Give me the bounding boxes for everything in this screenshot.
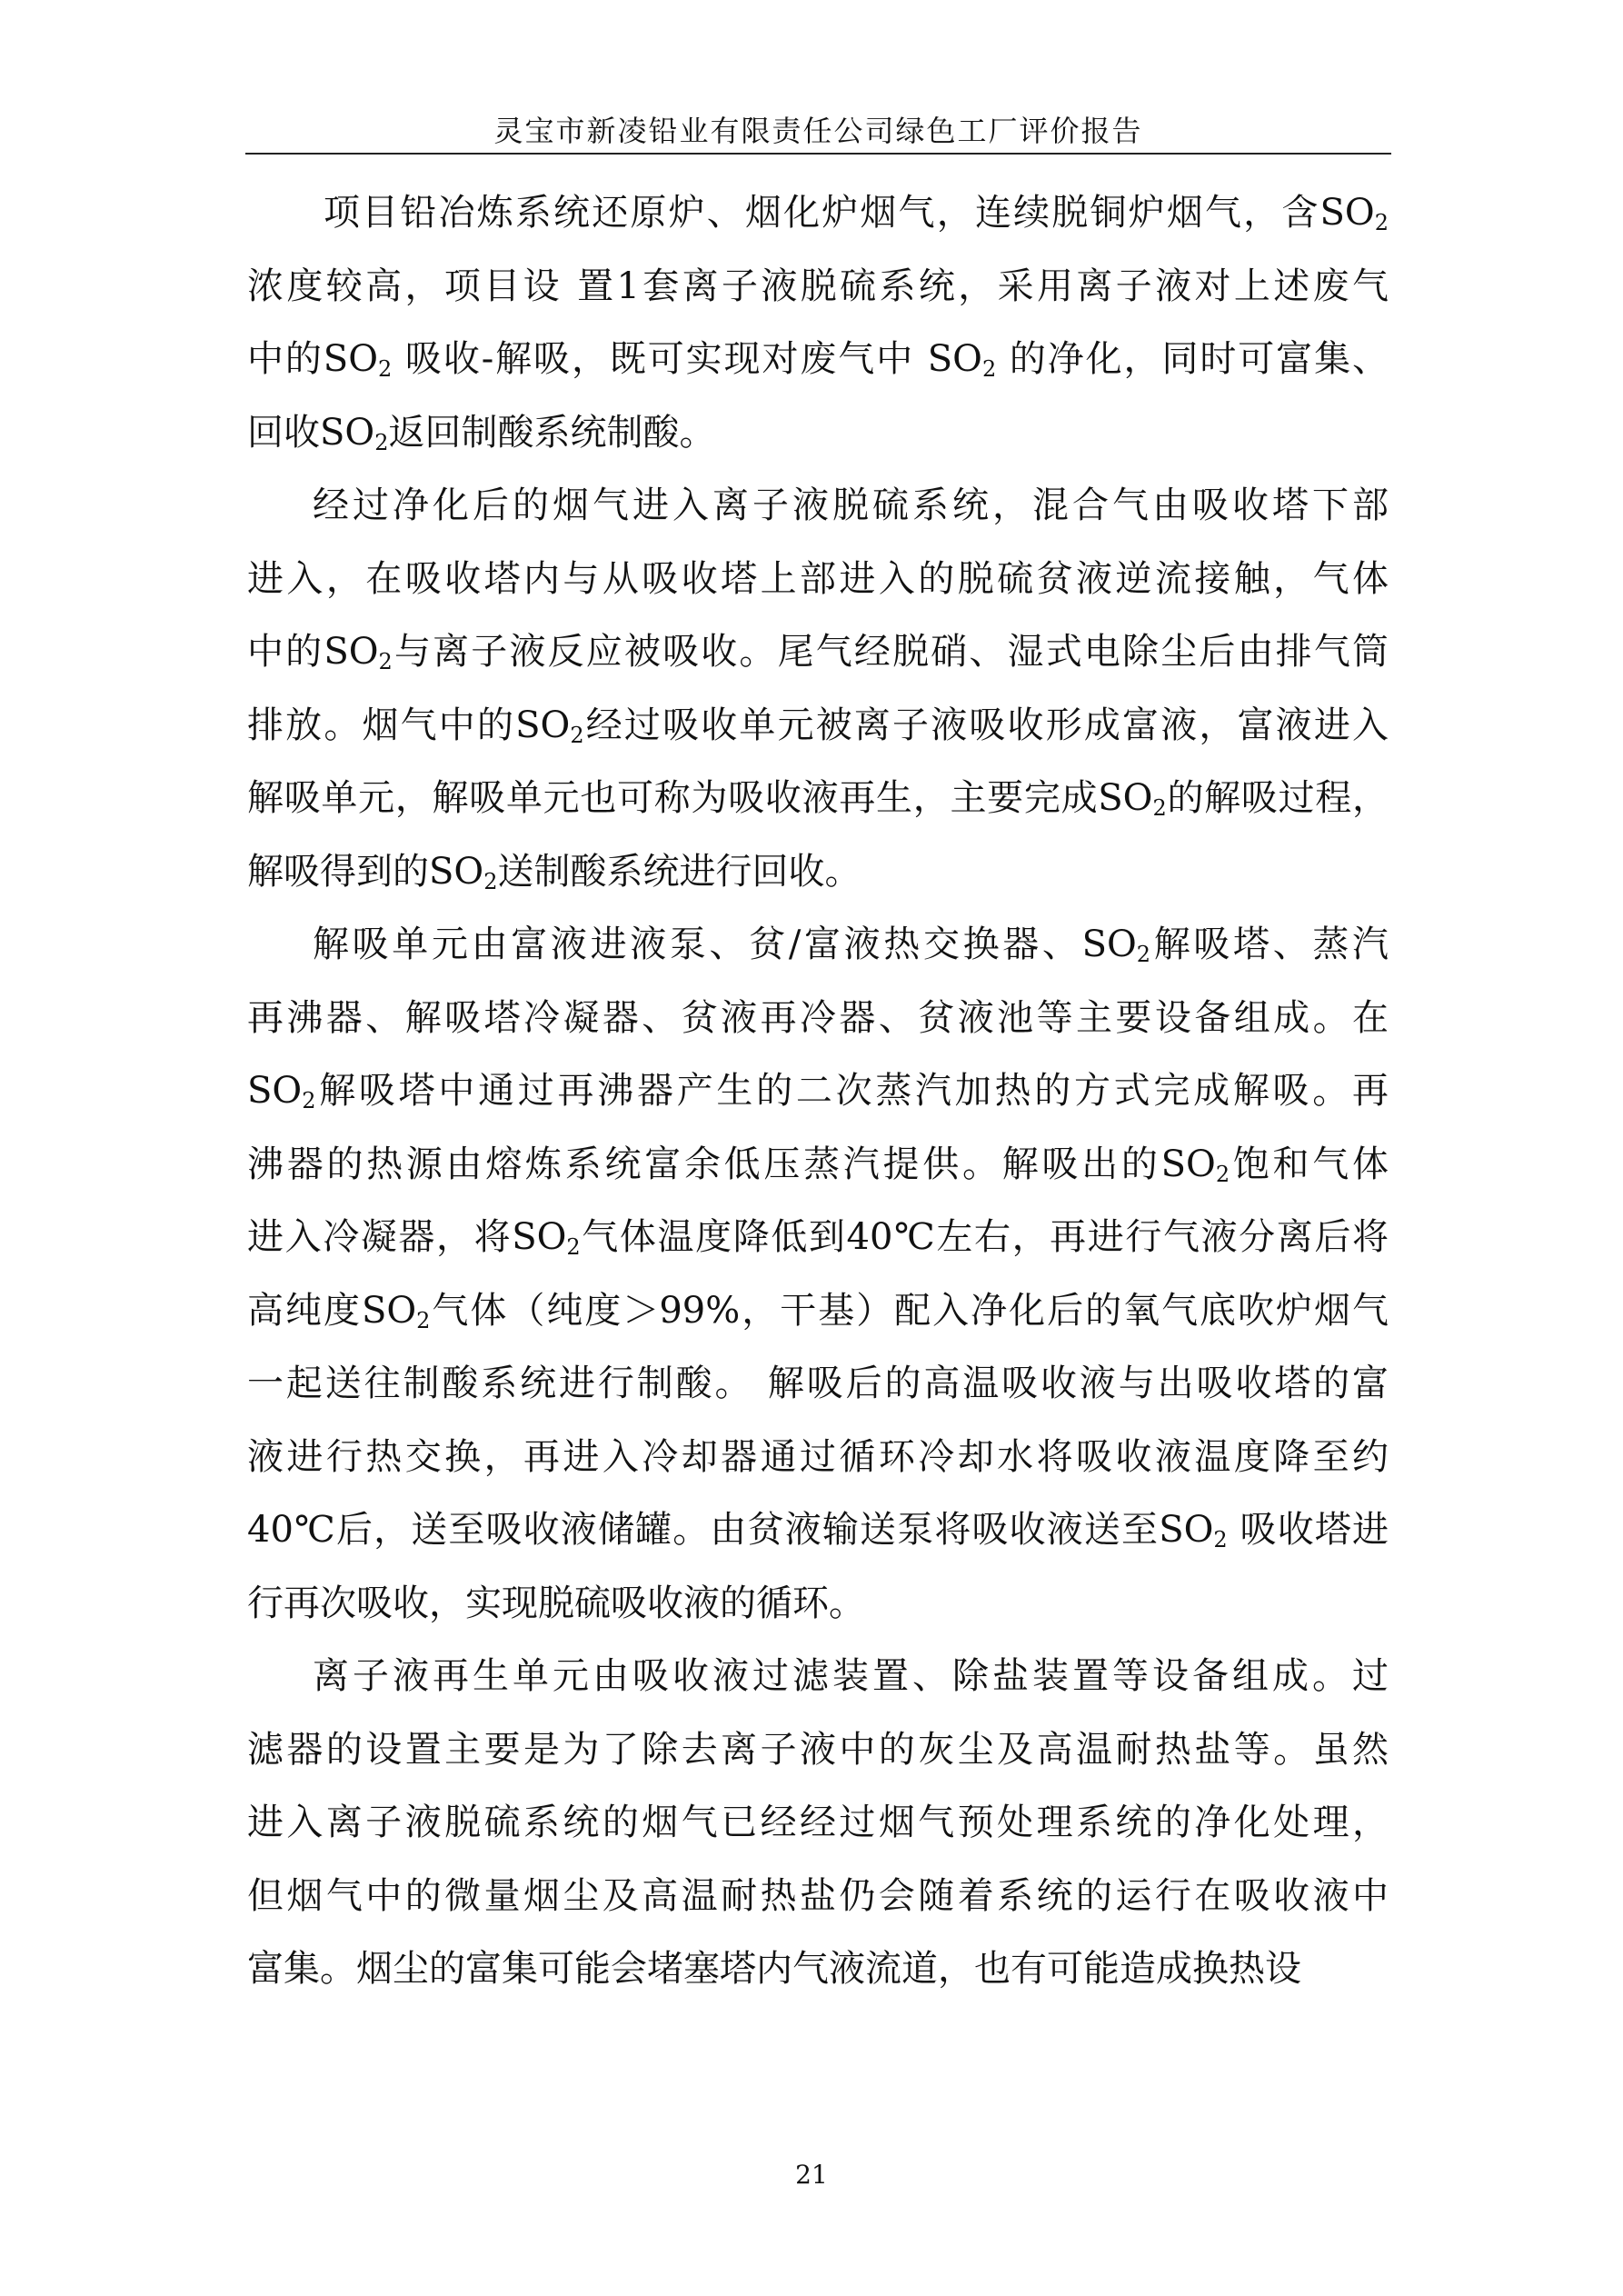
subscript: 2 bbox=[566, 1234, 581, 1260]
text-line bbox=[247, 1054, 1389, 1128]
text-segment: 经过净化后的烟气进入离子液脱硫系统，混合气由吸收塔下部 bbox=[313, 484, 1389, 526]
text-line bbox=[247, 1347, 1389, 1421]
text-segment: 行再次吸收，实现脱硫吸收液的循环。 bbox=[247, 1582, 865, 1624]
text-segment: 项目铅冶炼系统还原炉、烟化炉烟气，连续脱铜炉烟气，含SO bbox=[324, 192, 1375, 234]
text-line bbox=[247, 1128, 1389, 1202]
subscript: 2 bbox=[416, 1307, 431, 1333]
subscript: 2 bbox=[1136, 942, 1151, 967]
text-line bbox=[247, 323, 1389, 396]
subscript: 2 bbox=[1152, 795, 1167, 821]
text-segment: 气体（纯度＞99%，干基）配入净化后的氧气底吹炉烟气 bbox=[430, 1289, 1389, 1332]
text-segment: 再沸器、解吸塔冷凝器、贫液再冷器、贫液池等主要设备组成。在 bbox=[247, 996, 1389, 1039]
text-line bbox=[247, 689, 1389, 763]
text-line bbox=[247, 982, 1389, 1055]
text-segment: 中的SO bbox=[247, 631, 379, 673]
text-segment: 解吸得到的SO bbox=[247, 850, 484, 893]
text-line bbox=[247, 1932, 1389, 2006]
text-segment: 解吸单元由富液进液泵、贫/富液热交换器、SO bbox=[313, 923, 1137, 965]
text-segment: 的净化，同时可富集、 bbox=[996, 338, 1389, 380]
subscript: 2 bbox=[1213, 1527, 1228, 1552]
text-line bbox=[247, 1786, 1389, 1860]
text-line bbox=[247, 1493, 1389, 1567]
text-segment: 进入，在吸收塔内与从吸收塔上部进入的脱硫贫液逆流接触，气体 bbox=[247, 557, 1389, 600]
text-segment: 的解吸过程， bbox=[1166, 777, 1389, 819]
subscript: 2 bbox=[570, 722, 584, 748]
subscript: 2 bbox=[1374, 210, 1389, 235]
text-segment: 与离子液反应被吸收。尾气经脱硝、湿式电除尘后由排气筒 bbox=[392, 631, 1389, 673]
page-number: 21 bbox=[795, 2160, 828, 2190]
text-line bbox=[247, 176, 1389, 250]
text-segment: 沸器的热源由熔炼系统富余低压蒸汽提供。解吸出的SO bbox=[247, 1143, 1216, 1185]
subscript: 2 bbox=[374, 429, 389, 455]
text-segment: 中的SO bbox=[247, 338, 379, 380]
text-line bbox=[247, 835, 1389, 909]
subscript: 2 bbox=[1215, 1161, 1230, 1187]
paragraph-desorption-unit bbox=[247, 908, 1389, 1640]
text-segment: 解吸单元，解吸单元也可称为吸收液再生，主要完成SO bbox=[247, 777, 1153, 819]
text-segment: 解吸塔、蒸汽 bbox=[1150, 923, 1389, 965]
text-segment: SO bbox=[247, 1070, 303, 1112]
subscript: 2 bbox=[378, 356, 393, 382]
text-segment: 40℃后，送至吸收液储罐。由贫液输送泵将吸收液送至SO bbox=[247, 1509, 1214, 1551]
header-divider bbox=[245, 153, 1391, 155]
text-line bbox=[247, 1567, 1389, 1641]
text-line bbox=[247, 1640, 1389, 1713]
text-line bbox=[247, 250, 1389, 324]
text-segment: 吸收塔进 bbox=[1227, 1509, 1389, 1551]
page-header-title: 灵宝市新凌铅业有限责任公司绿色工厂评价报告 bbox=[493, 114, 1143, 148]
text-segment: 浓度较高，项目设 置1套离子液脱硫系统，采用离子液对上述废气 bbox=[247, 265, 1389, 307]
text-line bbox=[247, 1274, 1389, 1348]
text-line bbox=[247, 908, 1389, 982]
body-text bbox=[247, 176, 1389, 2006]
text-segment: 气体温度降低到40℃左右，再进行气液分离后将 bbox=[580, 1216, 1389, 1258]
text-segment: 送制酸系统进行回收。 bbox=[497, 850, 861, 893]
text-line bbox=[247, 1201, 1389, 1274]
subscript: 2 bbox=[302, 1088, 316, 1113]
text-segment: 滤器的设置主要是为了除去离子液中的灰尘及高温耐热盐等。虽然 bbox=[247, 1728, 1389, 1771]
text-segment: 排放。烟气中的SO bbox=[247, 704, 571, 746]
text-segment: 但烟气中的微量烟尘及高温耐热盐仍会随着系统的运行在吸收液中 bbox=[247, 1874, 1389, 1917]
text-line bbox=[247, 1713, 1389, 1787]
text-line bbox=[247, 615, 1389, 689]
text-line bbox=[247, 1860, 1389, 1933]
subscript: 2 bbox=[981, 356, 997, 382]
text-segment: 饱和气体 bbox=[1230, 1143, 1389, 1185]
text-segment: 离子液再生单元由吸收液过滤装置、除盐装置等设备组成。过 bbox=[313, 1655, 1389, 1697]
text-segment: 经过吸收单元被离子液吸收形成富液，富液进入 bbox=[583, 704, 1389, 746]
text-line bbox=[247, 469, 1389, 543]
text-segment: 高纯度SO bbox=[247, 1289, 417, 1332]
text-segment: 解吸塔中通过再沸器产生的二次蒸汽加热的方式完成解吸。再 bbox=[315, 1070, 1389, 1112]
text-segment: 进入冷凝器，将SO bbox=[247, 1216, 567, 1258]
text-segment: 回收SO bbox=[247, 411, 375, 454]
subscript: 2 bbox=[378, 649, 393, 674]
text-segment: 进入离子液脱硫系统的烟气已经经过烟气预处理系统的净化处理， bbox=[247, 1802, 1389, 1843]
text-segment: 返回制酸系统制酸。 bbox=[388, 411, 716, 454]
text-line bbox=[247, 1421, 1389, 1494]
text-line bbox=[247, 762, 1389, 835]
text-segment: 吸收-解吸，既可实现对废气中 SO bbox=[392, 338, 982, 380]
paragraph-desulfurization-intro bbox=[247, 176, 1389, 469]
text-segment: 富集。烟尘的富集可能会堵塞塔内气液流道，也有可能造成换热设 bbox=[247, 1948, 1301, 1990]
text-segment: 一起送往制酸系统进行制酸。 解吸后的高温吸收液与出吸收塔的富 bbox=[247, 1363, 1389, 1404]
paragraph-regeneration-unit bbox=[247, 1640, 1389, 2006]
paragraph-absorption-process bbox=[247, 469, 1389, 908]
text-line bbox=[247, 543, 1389, 616]
text-segment: 液进行热交换，再进入冷却器通过循环冷却水将吸收液温度降至约 bbox=[247, 1435, 1389, 1478]
subscript: 2 bbox=[483, 868, 498, 894]
text-line bbox=[247, 396, 1389, 470]
